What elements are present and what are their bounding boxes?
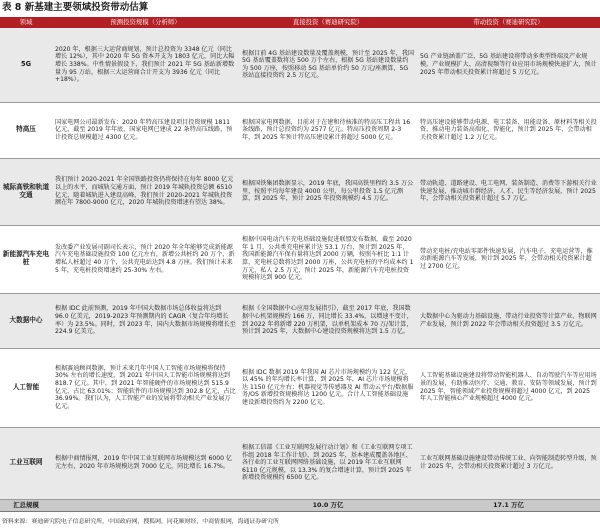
header-direct: 直接投资（赛迪研究院）	[239, 17, 417, 28]
summary-direct: 10.0 万亿	[239, 499, 417, 511]
row-category: 5G	[0, 28, 52, 102]
row-direct: 根据工信部《工业互联网发展行动计划》和《工业互联网专项工作组 2018 年工作计划》，到 2025 年，基本建成覆盖各地区、各行业的工业互联网网络基础设施，以 2019 年工业互联网 6110 亿元规模，以 13.3% 的复合增速计算，预计到 2025 年新增投资规模约 6500 亿元。	[239, 427, 417, 499]
row-forecast: 根据赛迪顾问数据，预计未来几年中国人工智能市场规模将保持 30% 左右的增长速度，到 2021 年中国人工智能市场规模将达到 818.7 亿元。其中，到 2021 年智能硬件的市场规模达到 515.9 亿元，占比 63.01%；智能软件的市场规模达到 302.8 亿元，占比 36.99%。我们认为，人工智能产业的发展将带动相关产业发展万亿元。	[52, 348, 239, 427]
table-row	[0, 102, 600, 158]
row-direct: 根据 IDC 数据 2019 年我国 AI 芯片市场规模约为 122 亿元，以 45% 的年均增长率计算，到 2025 年，AI 芯片市场规模将达 1150 亿元左右；机器视觉等传感器及 AI 带动云平台/数据服务/OS 新增投资规模将达 1200 亿元。合计人工智能基础设施建设新增投资约为 2200 亿元。	[239, 348, 417, 427]
row-forecast: 发改委产业发展司副司长表示，预计 2020 年全年能够完成新能源汽车充电基础设施投资 100 亿元左右，新增公共桩约 20 万个，新增私人桩超过 40 万个，公共充电站达到 4.8 万座。我们预计未来 5 年，充电桩投资增速约 25-30% 左右。	[52, 225, 239, 293]
row-category: 新能源汽车充电桩	[0, 225, 52, 293]
row-forecast: 国家电网公司最新发布：2020 年特高压建设项目投资规模 1811 亿元，截至 2019 年年底，国家电网已建成 22 条特高压线路，预计投资总规模超过 4300 亿元。	[52, 102, 239, 158]
row-driven: 带动充电桩/充电站零部件快速发展，汽车电子、充电运营等，推动新能源汽车等发展，预计到 2025 年，会带动相关投资累计超过 2700 亿元。	[417, 225, 600, 293]
summary-forecast-empty	[52, 499, 239, 511]
header-forecast: 预测投资规模（分析师）	[52, 17, 239, 28]
row-direct: 根据国家电网数据，目前对于在建和待核准的特高压工程共 16 条线路，预计总投资约为 2577 亿元。特高压投资周期 2-3 年，到 2025 年预计特高压建设累计将超过 5000 亿元。	[239, 102, 417, 158]
summary-driven: 17.1 万亿	[417, 499, 600, 511]
row-category: 城际高铁和轨道交通	[0, 158, 52, 225]
row-driven: 带动轨道、道路建设、电工电网、装备制造、消费等下游相关行业快速发展，推动城市群经济，人才、民生等经济发展，预计 2025 年，会带动相关投资累计超过 5.7 万亿。	[417, 158, 600, 225]
row-driven: 特高压建设能够带动电源、电工装备、用能设备、原材料等相关投资，推动电力装备高端化、智能化，预计到 2025 年，会带动相关投资累计超过 1.2 万亿元。	[417, 102, 600, 158]
row-driven: 5G 产业链涵盖广泛，5G 基站建设将带动多类型终端及产业规模，产业规模扩大、高清视频等行业应用市场规模快速扩大，预计 2025 年带动相关投资累计将超过 5 万亿元。	[417, 28, 600, 102]
row-direct: 根据《全国数据中心应用发展指引》，截至 2017 年底，我国数据中心机架规模约 166 万，同比增长 33.4%，以增速不变计，到 2022 年将新增 220 万机架，以单机架成本 70 万/架计算，预计到 2025 年，大数据中心建设投资规模将达到 1.5 万亿。	[239, 293, 417, 348]
table-row	[0, 28, 600, 102]
summary-label: 汇总规模	[0, 499, 52, 511]
investment-table	[0, 17, 600, 512]
table-row	[0, 293, 600, 348]
table-title: 表 8 新基建主要领域投资带动估算	[2, 2, 149, 13]
row-driven: 工业互联网基础设施建设带动传统工业、向智能制造转型升级，预计 2025 年，会带动相关投资累计超过 3 万亿元。	[417, 427, 600, 499]
row-forecast: 根据中商情报网，2019 年中国工业互联网市场规模达到 6000 亿元左右，2020 年市场规模达到 7000 亿元，同比增长 16.7%。	[52, 427, 239, 499]
row-category: 特高压	[0, 102, 52, 158]
row-direct: 根据目前 4G 基站建设数量及覆盖规模，预计至 2025 年，我国 5G 基站覆盖数将达 500 万个左右，根据 5G 基站建设数量约为 500 万座，按照移动 5G 基站单价约 50 万元/座测算，5G 基站直接投资约 2.5 万亿元。	[239, 28, 417, 102]
row-direct: 根据国铁集团数据显示，2019 年底，我国高铁里程约 3.5 万公里，按照平均每年建设 4000 公里，每公里投资 1.5 亿元测算，到 2025 年，预计 2025 年投资规模约 4.5 万亿。	[239, 158, 417, 225]
row-forecast: 我们预计 2020-2021 年全国铁路投资仍将保持在每年 8000 亿元以上的水平，而城轨交通方面，预计 2019 年城轨投资总额 6510 亿元，随着城轨进入建设高峰，我们预计 2020-2021 年城轨投资额在年 7800-9000 亿元，2020 年城轨投资增速有望达 38%。	[52, 158, 239, 225]
row-category: 工业互联网	[0, 427, 52, 499]
row-category: 人工智能	[0, 348, 52, 427]
row-forecast: 根据 IDC 此前预测，2019 年中国大数据市场总体收益将达到 96.0 亿美元，2019-2023 年预测期内的 CAGR（复合年均增长率）为 23.5%。同时，到 2023 年，国内大数据市场规模将增长至 224.9 亿美元。	[52, 293, 239, 348]
header-driven: 带动投资（赛迪研究院）	[417, 17, 600, 28]
summary-row	[0, 499, 600, 511]
row-forecast: 2020 年，根据三大运营商规划，预计总投资为 3348 亿元（同比增长 12%），其中 2020 年 5G 资本开支为 1803 亿元，同比大幅增长 338%。中性情景假设下，我们预计 2021 年 5G 基站新增数量为 95 万站，根据三大运营商合计开支为 3936 亿元（同比+18%）。	[52, 28, 239, 102]
source-note: 资料来源：赛迪研究院电子信息研究所，中国政府网，搜狐网，同花顺财经，中商情报网，海通证券研究所	[2, 519, 279, 525]
header-row	[0, 17, 600, 28]
table-row	[0, 348, 600, 427]
row-driven: 大数据中心为驱动力基础设施，带动行业投资等计算产业、物联网产业发展，预计到 2022 年会带动相关投资超过 3.5 万亿元。	[417, 293, 600, 348]
row-driven: 人工智能基础设施建设将带动智能机器人、自动驾驶汽车等应用场景的发展，有助推动医疗、交通、教育、安防等领域发展，预计到 2025 年，智能领域产业投资规模将超过 4000 亿元，到 2025 年人工智能核心产业规模超过 4000 亿元。	[417, 348, 600, 427]
header-category: 领域	[0, 17, 52, 28]
table-row	[0, 225, 600, 293]
row-direct: 根据中国电动汽车充电基础设施促进联盟发布数据，截至 2020 年 1 月，公共类充电桩累计达 53.1 万台，预计到 2025 年，我国新能源汽车保有量将达到 2000 万辆，按照车桩比 1:1 计算，充电桩总数将达到 2000 万座，公共充电桩的平均成本约 1 万元，私人 2.5 万元，预计 2025 年，新能源汽车充电桩投资规模将达到 900 亿元。	[239, 225, 417, 293]
table-row	[0, 158, 600, 225]
row-category: 大数据中心	[0, 293, 52, 348]
table-row	[0, 427, 600, 499]
